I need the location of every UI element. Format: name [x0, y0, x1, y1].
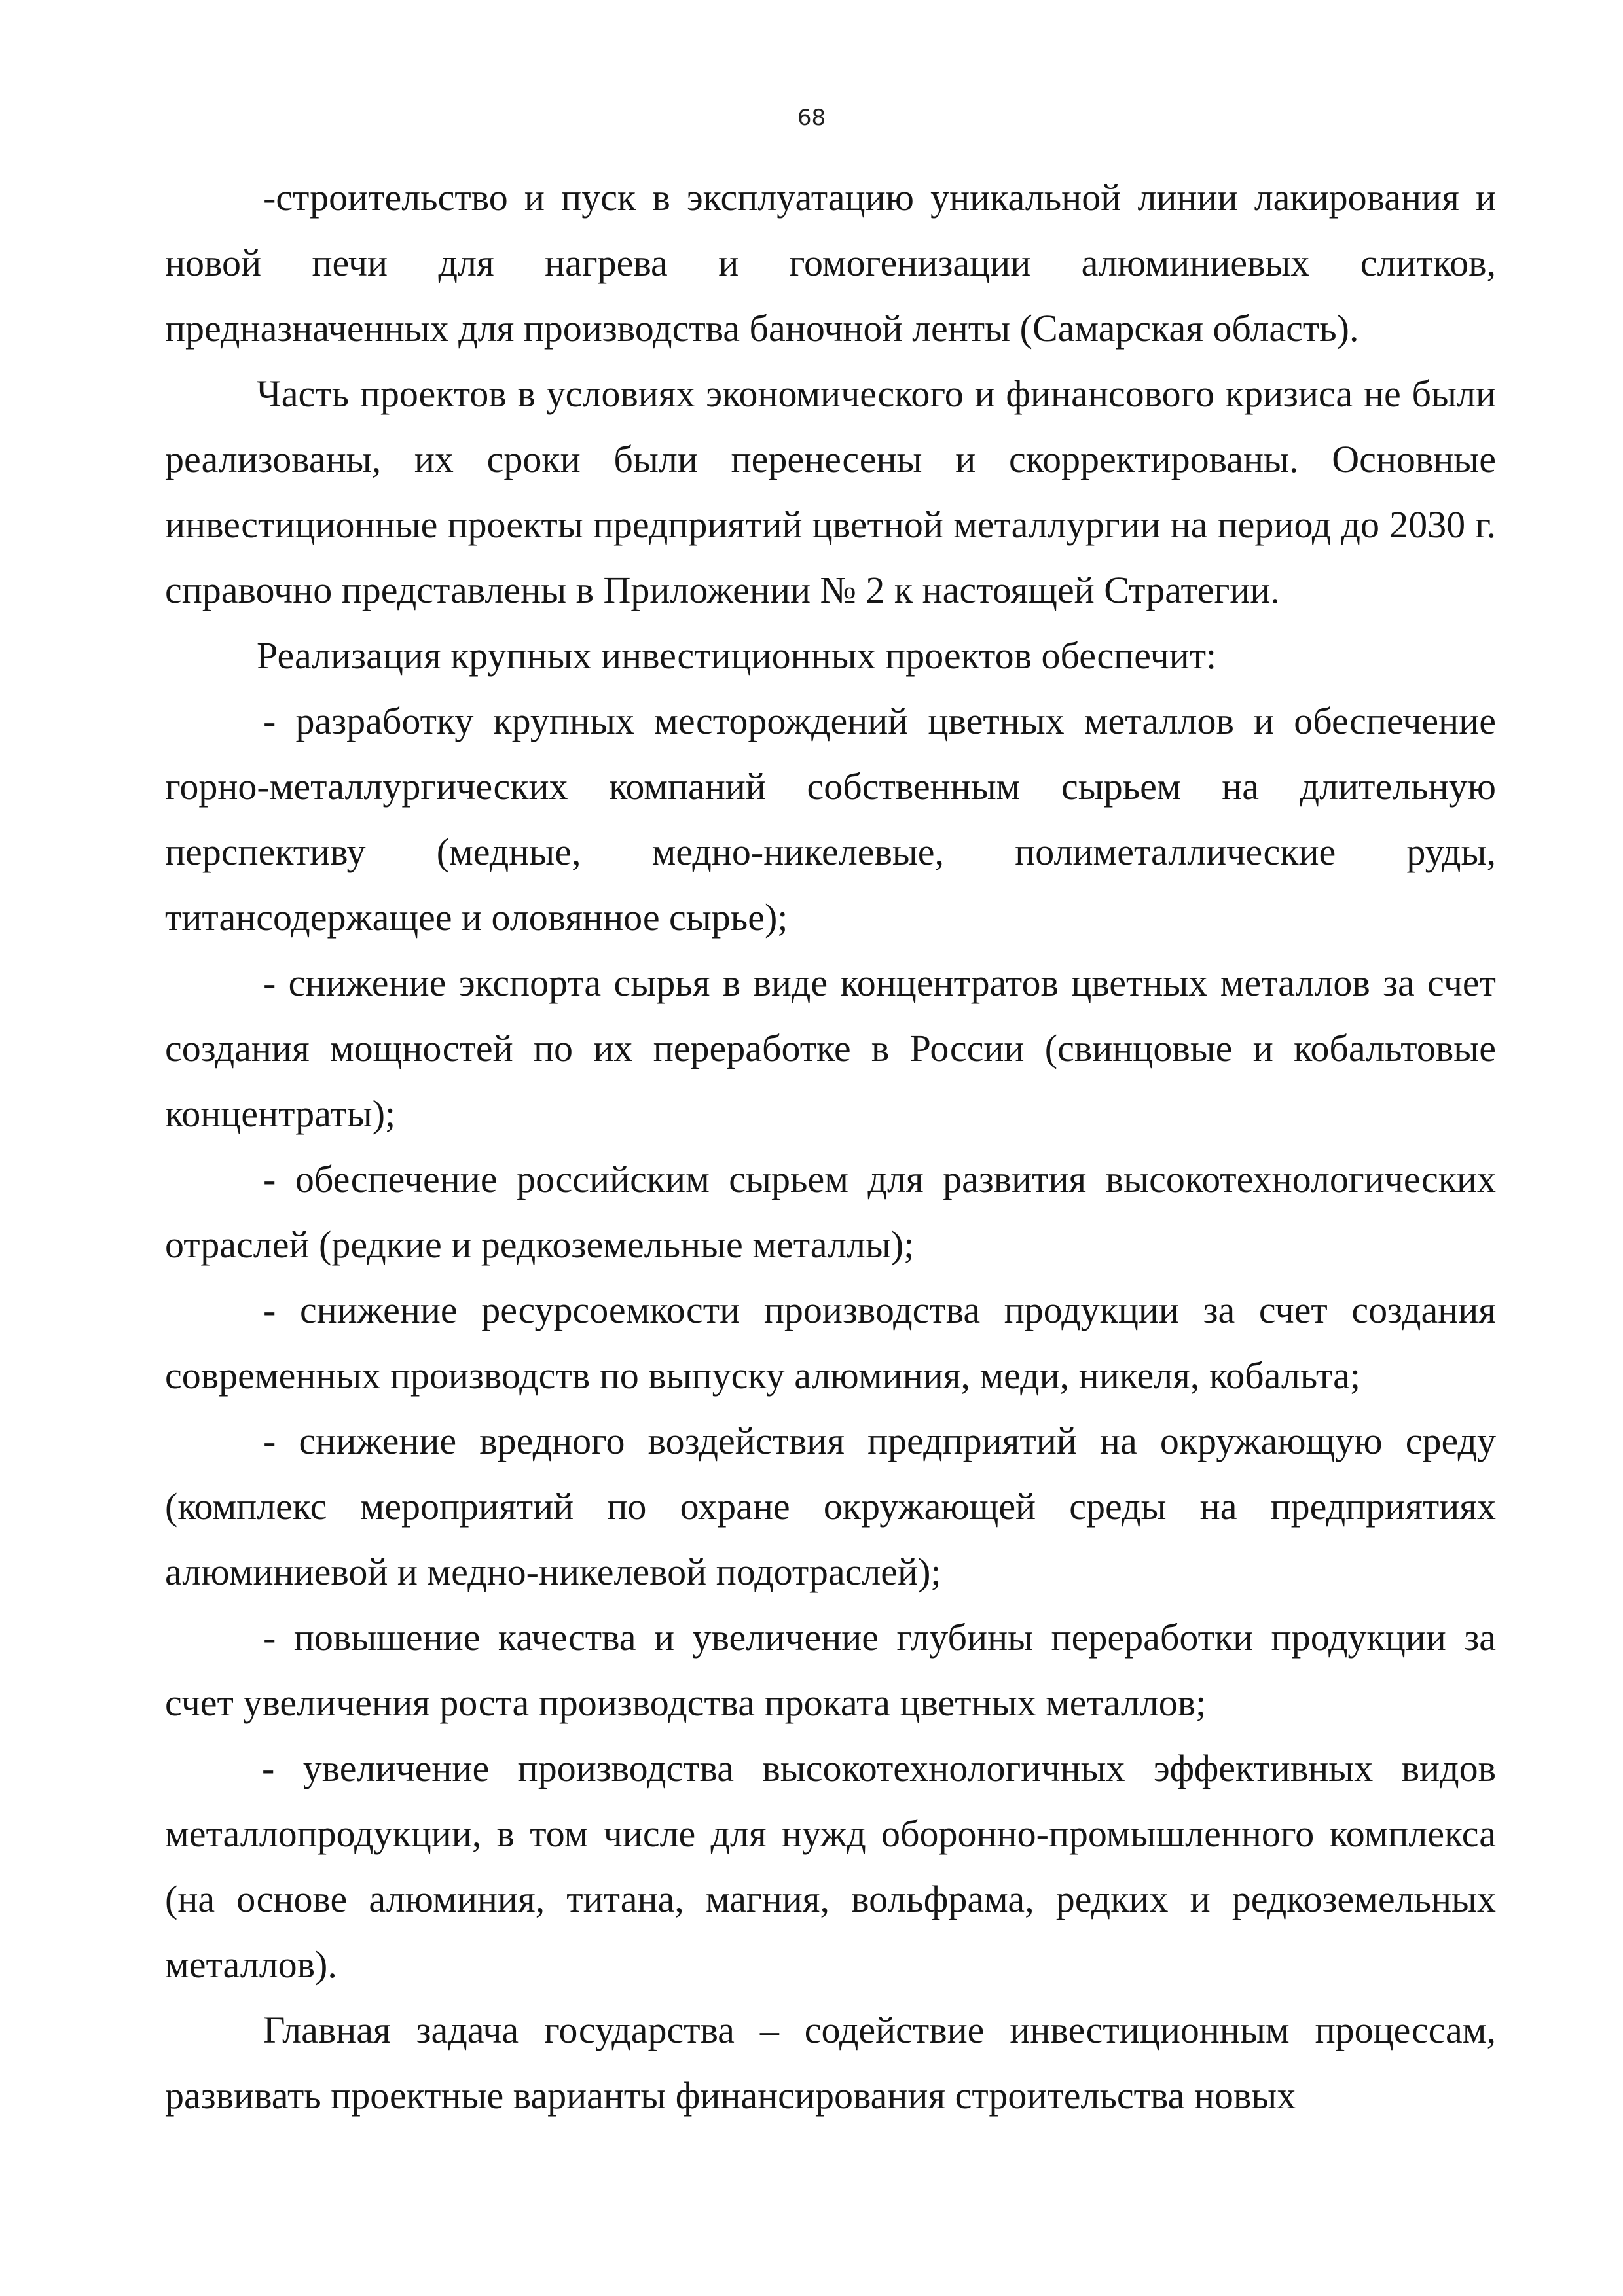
page-number: 68 [797, 105, 826, 131]
list-item-quality: - повышение качества и увеличение глубины переработки продукции за счет увеличения роста производства проката цветных металлов; [165, 1616, 1496, 1724]
list-item-export-reduction: - снижение экспорта сырья в виде концентратов цветных металлов за счет создания мощностей по их переработке в России (свинцовые и кобальтовые концентраты); [165, 961, 1496, 1135]
document-body [165, 165, 1496, 2128]
paragraph-construction-line: -строительство и пуск в эксплуатацию уникальной линии лакирования и новой печи для нагрева и гомогенизации алюминиевых слитков, предназначенных для производства баночной ленты (Самарская область). [165, 176, 1496, 350]
paragraph-crisis-projects: Часть проектов в условиях экономического и финансового кризиса не были реализованы, их сроки были перенесены и скорректированы. Основные инвестиционные проекты предприятий цветной металлургии на период до 2030 г. справочно представлены в Приложении № 2 к настоящей Стратегии. [165, 372, 1496, 611]
list-item-high-tech-products: - увеличение производства высокотехнологичных эффективных видов металлопродукции, в том числе для нужд оборонно-промышленного комплекса (на основе алюминия, титана, магния, вольфрама, редких и редкоземельных металлов). [165, 1747, 1496, 1986]
list-item-environment: - снижение вредного воздействия предприятий на окружающую среду (комплекс мероприятий по охране окружающей среды на предприятиях алюминиевой и медно-никелевой подотраслей); [165, 1420, 1496, 1593]
paragraph-implementation-intro: Реализация крупных инвестиционных проектов обеспечит: [257, 634, 1217, 677]
list-item-raw-materials: - обеспечение российским сырьем для развития высокотехнологических отраслей (редкие и редкоземельные металлы); [165, 1158, 1496, 1266]
list-item-resource-intensity: - снижение ресурсоемкости производства продукции за счет создания современных производств по выпуску алюминия, меди, никеля, кобальта; [165, 1289, 1496, 1397]
paragraph-state-task: Главная задача государства – содействие инвестиционным процессам, развивать проектные варианты финансирования строительства новых [165, 2009, 1496, 2117]
list-item-deposits: - разработку крупных месторождений цветных металлов и обеспечение горно-металлургических компаний собственным сырьем на длительную перспективу (медные, медно-никелевые, полиметаллические руды, титансодержащее и оловянное сырье); [165, 700, 1496, 939]
